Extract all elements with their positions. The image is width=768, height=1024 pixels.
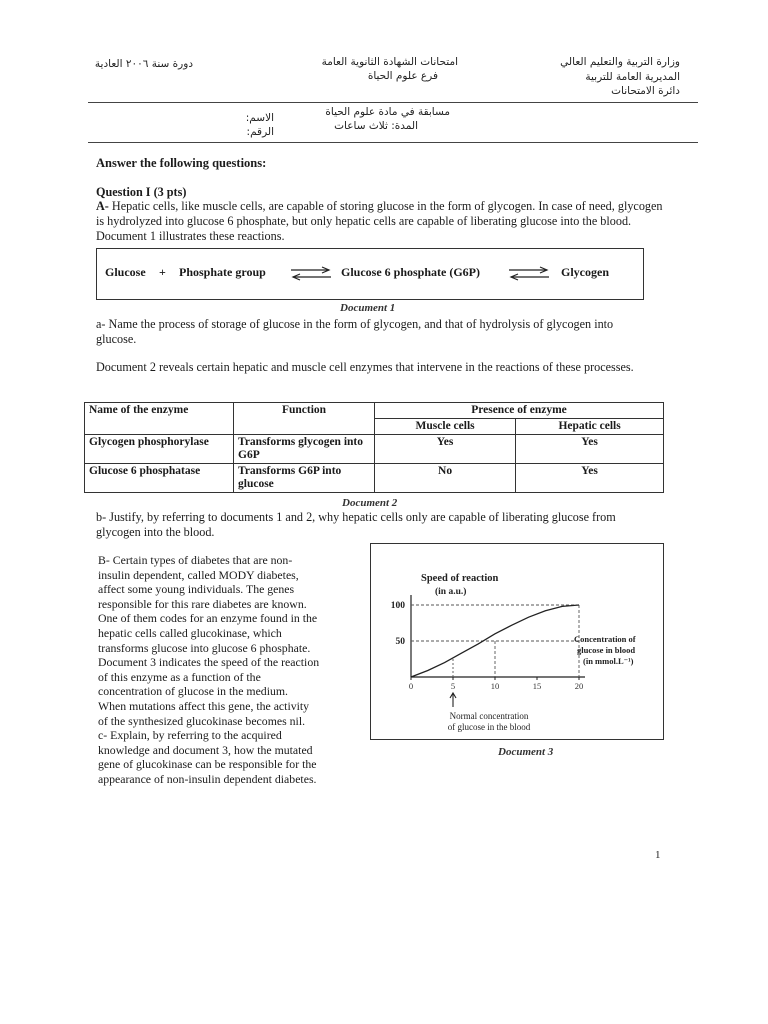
directorate-name: المديرية العامة للتربية xyxy=(585,71,680,83)
x-tick-label: 15 xyxy=(532,681,542,691)
part-b-line: Document 3 indicates the speed of the reaction xyxy=(98,655,320,670)
question-b: b- Justify, by referring to documents 1 and 2, why hepatic cells only are capable of liberating glucose from glycogen into the blood. xyxy=(96,510,616,539)
x-tick-label: 5 xyxy=(450,681,456,691)
header-rule-top xyxy=(88,102,698,103)
header-presence: Presence of enzyme xyxy=(375,403,664,419)
x-axis-unit: (in mmol.L⁻¹) xyxy=(583,656,634,666)
header-muscle-cells: Muscle cells xyxy=(375,419,516,435)
enzyme-function: Transforms glycogen into G6P xyxy=(234,435,375,464)
part-b-line: transforms glucose into glucose 6 phosphate. xyxy=(98,640,311,655)
muscle-presence: No xyxy=(375,464,516,493)
exam-duration: المدة: ثلاث ساعات xyxy=(334,120,418,132)
enzyme-name: Glucose 6 phosphatase xyxy=(85,464,234,493)
part-b-line: c- Explain, by referring to the acquired xyxy=(98,728,282,743)
ministry-name: وزارة التربية والتعليم العالي xyxy=(560,56,680,68)
reaction-g6p: Glucose 6 phosphate (G6P) xyxy=(341,265,481,279)
document-2-intro: Document 2 reveals certain hepatic and muscle cell enzymes that intervene in the reactions of these processes. xyxy=(96,360,634,374)
document-3-box xyxy=(370,543,664,740)
subject-title: مسابقة في مادة علوم الحياة xyxy=(325,106,450,118)
x-tick-label: 0 xyxy=(408,681,414,691)
y-axis-label: Speed of reaction xyxy=(421,573,499,584)
part-b-line: of this enzyme as a function of the xyxy=(98,669,261,684)
reaction-glycogen: Glycogen xyxy=(561,265,609,279)
hepatic-presence: Yes xyxy=(516,435,664,464)
reversible-arrow-icon xyxy=(507,265,551,283)
student-number-label: الرقم: xyxy=(246,126,274,138)
part-b-line: insulin dependent, called MODY diabetes, xyxy=(98,567,299,582)
part-a-body: Hepatic cells, like muscle cells, are capable of storing glucose in the form of glycogen. In case of need, glycogen is hydrolyzed into glucose 6 phosphate, but only hepatic cells are capable of liberating glucose into the blood. Document 1 illustrates these reactions. xyxy=(96,199,663,243)
reaction-glucose: Glucose xyxy=(105,265,146,279)
x-tick-label: 20 xyxy=(574,681,584,691)
enzyme-function: Transforms G6P into glucose xyxy=(234,464,375,493)
header-function: Function xyxy=(234,403,375,435)
student-name-label: الاسم: xyxy=(245,112,274,124)
question-title: Question I (3 pts) xyxy=(96,185,187,199)
x-axis-label-line1: Concentration of xyxy=(574,634,636,644)
exam-name: امتحانات الشهادة الثانوية العامة xyxy=(321,56,458,68)
enzyme-table xyxy=(84,402,664,493)
reaction-plus: + xyxy=(159,265,166,279)
page-number: 1 xyxy=(655,849,661,861)
part-b-line: appearance of non-insulin dependent diabetes. xyxy=(98,771,317,786)
part-b-line: When mutations affect this gene, the activity xyxy=(98,698,310,713)
annotation-line1: Normal concentration xyxy=(449,711,529,721)
part-b-line: of the synthesized glucokinase becomes nil. xyxy=(98,713,306,728)
question-a: a- Name the process of storage of glucose in the form of glycogen, and that of hydrolysis of glycogen into glucose. xyxy=(96,317,614,346)
branch-name: فرع علوم الحياة xyxy=(367,70,438,82)
document-1-caption: Document 1 xyxy=(340,302,396,314)
department-name: دائرة الامتحانات xyxy=(611,85,680,97)
part-a-text xyxy=(96,199,664,244)
header-rule-bottom xyxy=(88,142,698,143)
part-a-label: A- xyxy=(96,199,109,213)
table-row xyxy=(85,435,664,464)
y-tick-label: 50 xyxy=(395,637,405,647)
header-hepatic-cells: Hepatic cells xyxy=(516,419,664,435)
document-3-caption: Document 3 xyxy=(498,746,554,758)
part-b-line: B- Certain types of diabetes that are non- xyxy=(98,553,293,567)
table-row xyxy=(85,464,664,493)
reaction-phosphate: Phosphate group xyxy=(179,265,266,279)
enzyme-name: Glycogen phosphorylase xyxy=(85,435,234,464)
document-2-caption: Document 2 xyxy=(342,497,398,509)
part-b-line: concentration of glucose in the medium. xyxy=(98,684,289,699)
part-b-line: hepatic cells called glucokinase, which xyxy=(98,625,282,640)
hepatic-presence: Yes xyxy=(516,464,664,493)
part-b-line: affect some young individuals. The genes xyxy=(98,582,295,597)
part-b-line: knowledge and document 3, how the mutated xyxy=(98,742,313,757)
y-axis-unit: (in a.u.) xyxy=(435,587,467,597)
part-b-line: responsible for this rare diabetes are known. xyxy=(98,596,307,611)
header-enzyme-name: Name of the enzyme xyxy=(85,403,234,435)
reversible-arrow-icon xyxy=(289,265,333,283)
instructions: Answer the following questions: xyxy=(96,156,267,170)
y-tick-label: 100 xyxy=(390,601,405,611)
part-b-text xyxy=(98,553,368,787)
part-b-line: One of them codes for an enzyme found in the xyxy=(98,611,318,626)
glucokinase-speed-chart xyxy=(371,544,663,739)
x-tick-label: 10 xyxy=(490,681,500,691)
part-b-line: gene of glucokinase can be responsible for the xyxy=(98,757,317,772)
document-1-box xyxy=(96,248,644,300)
exam-session: دورة سنة ٢٠٠٦ العادية xyxy=(94,58,193,70)
x-axis-label-line2: glucose in blood xyxy=(577,645,636,655)
annotation-line2: of glucose in the blood xyxy=(447,722,531,732)
muscle-presence: Yes xyxy=(375,435,516,464)
